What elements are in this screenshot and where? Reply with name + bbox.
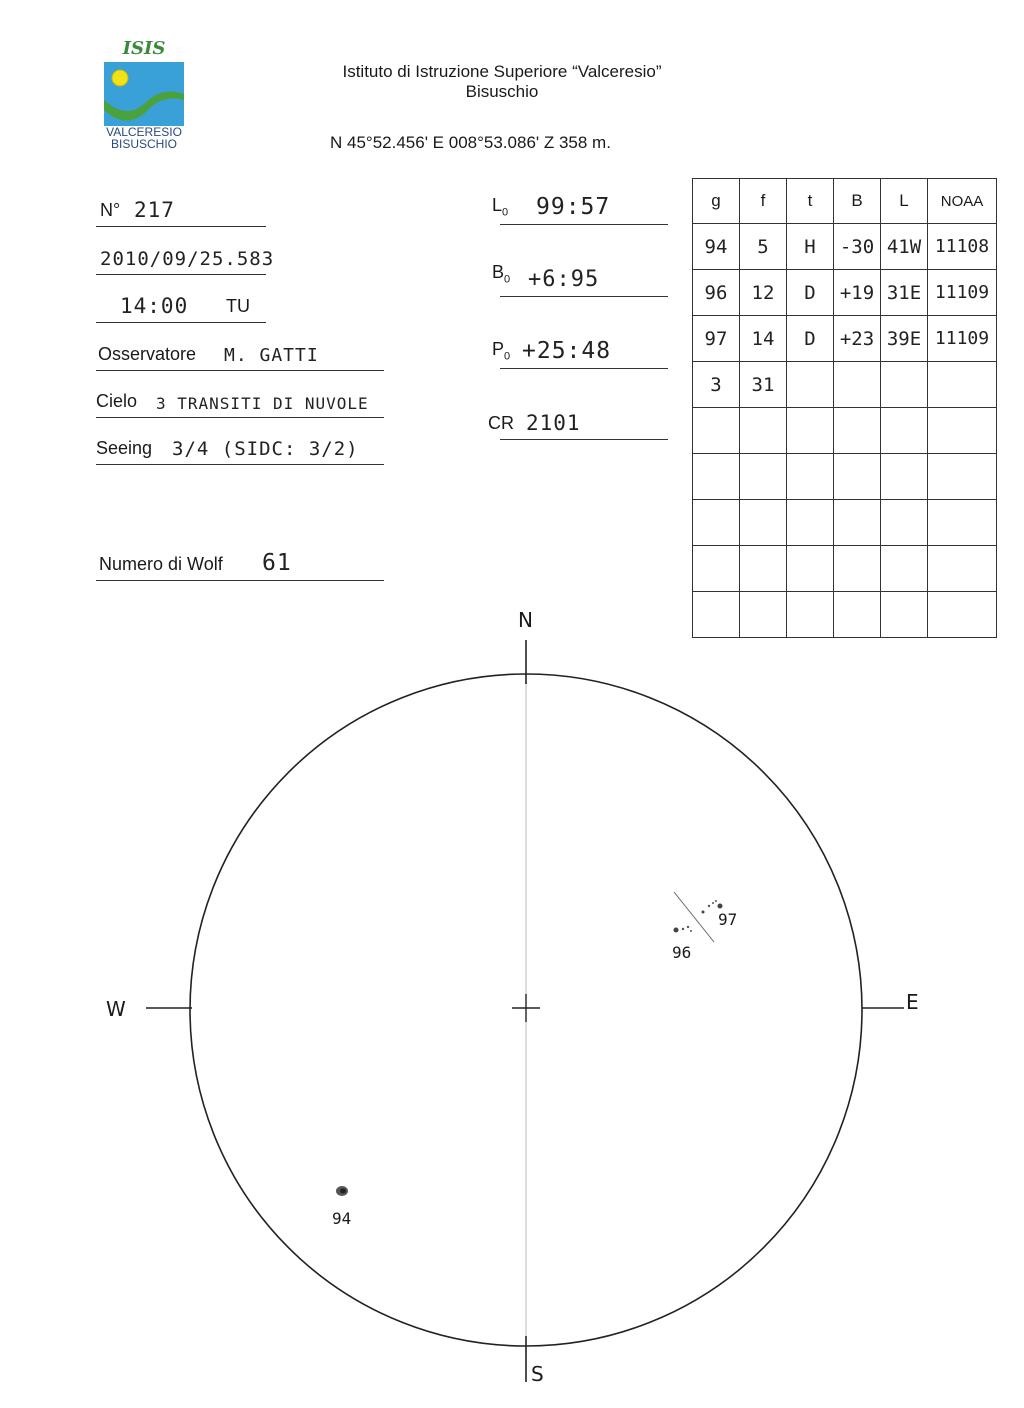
cell-latitude: -30: [834, 224, 881, 270]
cell-type: D: [787, 316, 834, 362]
carrington-rotation-label: CR: [488, 413, 514, 433]
cell-noaa: 11108: [928, 224, 997, 270]
south-label: S: [531, 1362, 544, 1386]
cell-group: 97: [693, 316, 740, 362]
cell-group: 96: [693, 270, 740, 316]
institute-town: Bisuschio: [465, 82, 539, 101]
header-latitude: B: [834, 179, 881, 224]
header-spots: f: [740, 179, 787, 224]
east-label: E: [906, 990, 919, 1014]
header-noaa: NOAA: [928, 179, 997, 224]
group-label-96: 96: [672, 943, 692, 962]
sunspot-group-94: [336, 1186, 348, 1196]
seeing-value: 3/4 (SIDC: 3/2): [172, 438, 359, 460]
l0-subscript: 0: [502, 207, 509, 219]
sky-value: 3 TRANSITI DI NUVOLE: [156, 394, 369, 413]
group-label-94: 94: [332, 1209, 352, 1228]
sky-label: Cielo: [96, 391, 138, 411]
cell-spots: 5: [740, 224, 787, 270]
institute-name: Istituto di Istruzione Superiore “Valceresio”: [342, 62, 662, 81]
p0-label: P: [492, 339, 505, 360]
sunspot-group-96: [674, 892, 715, 942]
seeing-label: Seeing: [96, 438, 153, 458]
b0-label: B: [492, 262, 505, 283]
b0-value: +6:95: [528, 267, 600, 292]
cell-group: 3: [693, 362, 740, 408]
cell-spots: 31: [740, 362, 787, 408]
cell-type: H: [787, 224, 834, 270]
cell-latitude: +19: [834, 270, 881, 316]
observation-time: 14:00: [120, 294, 189, 318]
observation-date: 2010/09/25.583: [100, 248, 275, 270]
p0-subscript: 0: [504, 351, 511, 363]
cell-noaa: 11109: [928, 316, 997, 362]
wolf-number: 61: [262, 550, 292, 576]
observation-number-label: N°: [100, 200, 121, 220]
l0-value: 99:57: [536, 194, 611, 220]
header-type: t: [787, 179, 834, 224]
header-longitude: L: [881, 179, 928, 224]
cell-latitude: +23: [834, 316, 881, 362]
header-group: g: [693, 179, 740, 224]
site-coordinates: N 45°52.456' E 008°53.086' Z 358 m.: [330, 133, 611, 152]
north-label: N: [518, 608, 533, 632]
p0-value: +25:48: [522, 338, 612, 364]
cell-longitude: 41W: [881, 224, 928, 270]
wolf-number-label: Numero di Wolf: [99, 554, 223, 574]
time-unit: TU: [226, 296, 250, 316]
cell-group: 94: [693, 224, 740, 270]
cell-noaa: 11109: [928, 270, 997, 316]
observer-name: M. GATTI: [224, 345, 319, 366]
observation-number: 217: [134, 198, 175, 222]
carrington-rotation: 2101: [526, 411, 581, 435]
cell-longitude: 31E: [881, 270, 928, 316]
logo-line1: VALCERESIO: [106, 125, 182, 139]
west-label: W: [106, 997, 126, 1021]
logo-line2: BISUSCHIO: [110, 137, 177, 151]
cell-longitude: 39E: [881, 316, 928, 362]
cell-spots: 14: [740, 316, 787, 362]
cell-spots: 12: [740, 270, 787, 316]
group-label-97: 97: [718, 910, 738, 929]
logo-brand: ISIS: [122, 38, 166, 59]
cell-type: D: [787, 270, 834, 316]
l0-label: L: [492, 195, 503, 216]
b0-subscript: 0: [504, 274, 511, 286]
observer-label: Osservatore: [98, 344, 197, 364]
